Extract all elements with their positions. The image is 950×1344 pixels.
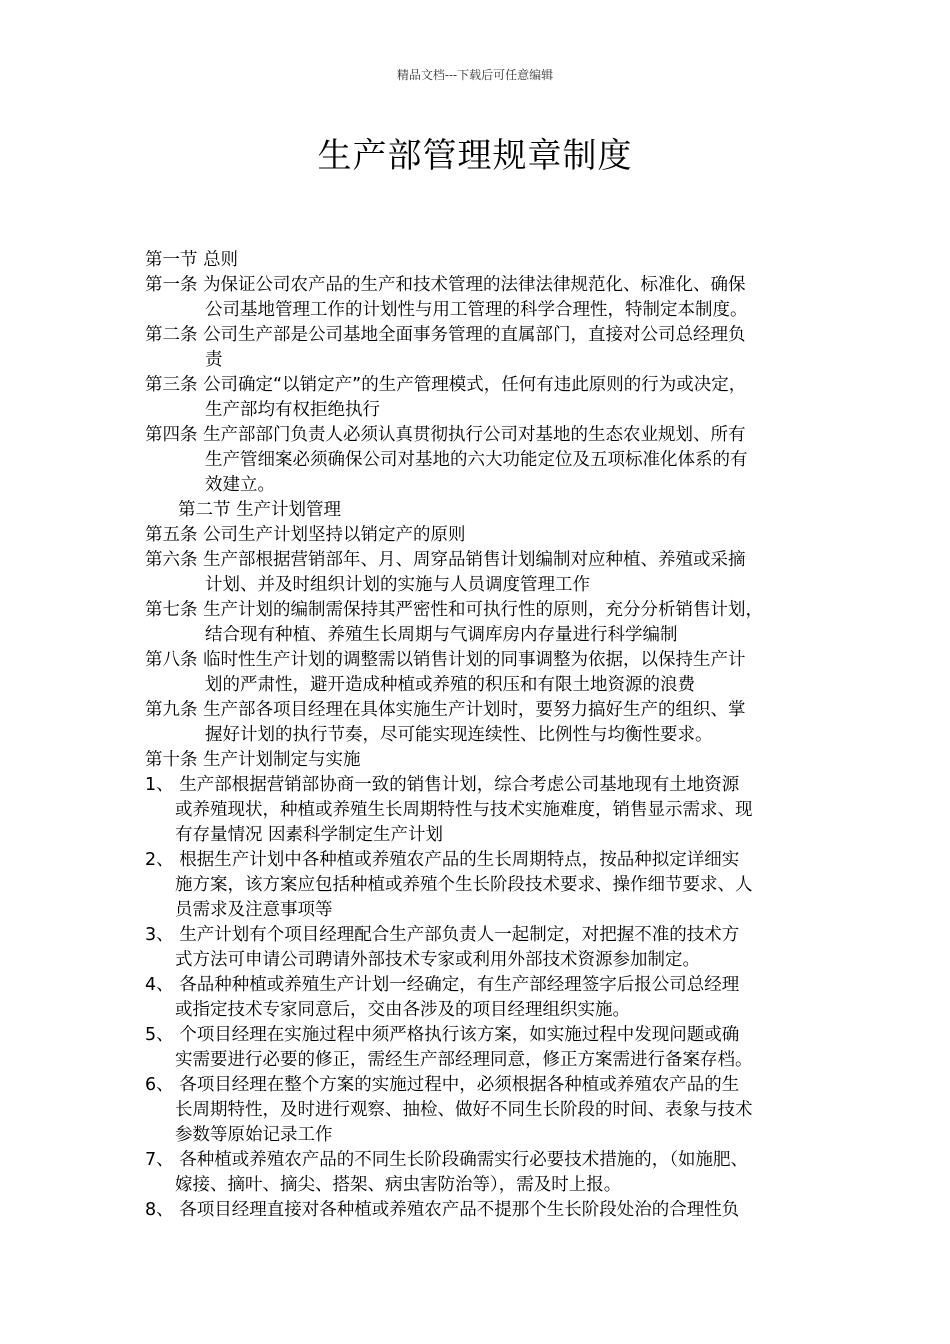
text-line: 长周期特性，及时进行观察、抽检、做好不同生长阶段的时间、表象与技术	[175, 1100, 753, 1120]
text-line: 1、 生产部根据营销部协商一致的销售计划，综合考虑公司基地现有土地资源	[145, 775, 740, 795]
text-line: 员需求及注意事项等	[175, 900, 333, 920]
text-line: 握好计划的执行节奏，尽可能实现连续性、比例性与均衡性要求。	[205, 725, 713, 745]
text-line: 有存量情况 因素科学制定生产计划	[175, 825, 444, 845]
text-line: 责	[205, 350, 223, 370]
text-line: 7、 各种植或养殖农产品的不同生长阶段确需实行必要技术措施的，（如施肥、	[145, 1150, 748, 1170]
text-line: 第三条 公司确定“以销定产”的生产管理模式，任何有违此原则的行为或决定，	[145, 375, 747, 395]
text-line: 施方案，该方案应包括种植或养殖个生长阶段技术要求、操作细节要求、人	[175, 875, 753, 895]
text-line: 生产部均有权拒绝执行	[205, 400, 380, 420]
text-line: 第一节 总则	[145, 250, 239, 270]
text-line: 第四条 生产部部门负责人必须认真贯彻执行公司对基地的生态农业规划、所有	[145, 425, 746, 445]
text-line: 第十条 生产计划制定与实施	[145, 750, 361, 770]
text-line: 2、 根据生产计划中各种植或养殖农产品的生长周期特点，按品种拟定详细实	[145, 850, 740, 870]
text-line: 第六条 生产部根据营销部年、月、周穿品销售计划编制对应种植、养殖或采摘	[145, 550, 746, 570]
text-line: 效建立。	[205, 475, 275, 495]
text-line: 式方法可申请公司聘请外部技术专家或利用外部技术资源参加制定。	[175, 950, 700, 970]
text-line: 嫁接、摘叶、摘尖、搭架、病虫害防治等），需及时上报。	[175, 1175, 622, 1195]
text-line: 结合现有种植、养殖生长周期与气调库房内存量进行科学编制	[205, 625, 678, 645]
text-line: 公司基地管理工作的计划性与用工管理的科学合理性，特制定本制度。	[205, 300, 748, 320]
text-line: 第一条 为保证公司农产品的生产和技术管理的法律法律规范化、标准化、确保	[145, 275, 746, 295]
text-line: 第七条 生产计划的编制需保持其严密性和可执行性的原则，充分分析销售计划，	[145, 600, 764, 620]
text-line: 第八条 临时性生产计划的调整需以销售计划的同事调整为依据，以保持生产计	[145, 650, 746, 670]
text-line: 或指定技术专家同意后，交由各涉及的项目经理组织实施。	[175, 1000, 630, 1020]
text-line: 生产管细案必须确保公司对基地的六大功能定位及五项标准化体系的有	[205, 450, 748, 470]
text-line: 参数等原始记录工作	[175, 1125, 333, 1145]
text-line: 6、 各项目经理在整个方案的实施过程中，必须根据各种植或养殖农产品的生	[145, 1075, 740, 1095]
text-line: 实需要进行必要的修正，需经生产部经理同意，修正方案需进行备案存档。	[175, 1050, 753, 1070]
text-line: 第九条 生产部各项目经理在具体实施生产计划时，要努力搞好生产的组织、掌	[145, 700, 746, 720]
text-line: 第二条 公司生产部是公司基地全面事务管理的直属部门，直接对公司总经理负	[145, 325, 746, 345]
text-line: 4、 各品种种植或养殖生产计划一经确定，有生产部经理签字后报公司总经理	[145, 975, 740, 995]
text-line: 3、 生产计划有个项目经理配合生产部负责人一起制定，对把握不准的技术方	[145, 925, 740, 945]
text-line: 第五条 公司生产计划坚持以销定产的原则	[145, 525, 466, 545]
document-body	[145, 248, 825, 1223]
text-line: 划的严肃性，避开造成种植或养殖的积压和有限土地资源的浪费	[205, 675, 695, 695]
document-title: 生产部管理规章制度	[317, 136, 633, 176]
text-line: 第二节 生产计划管理	[178, 500, 342, 520]
text-line: 8、 各项目经理直接对各种植或养殖农产品不提那个生长阶段处治的合理性负	[145, 1200, 740, 1220]
header-note: 精品文档---下载后可任意编辑	[396, 68, 554, 82]
text-line: 5、 个项目经理在实施过程中须严格执行该方案，如实施过程中发现问题或确	[145, 1025, 740, 1045]
text-line: 或养殖现状，种植或养殖生长周期特性与技术实施难度，销售显示需求、现	[175, 800, 753, 820]
text-line: 计划、并及时组织计划的实施与人员调度管理工作	[205, 575, 590, 595]
